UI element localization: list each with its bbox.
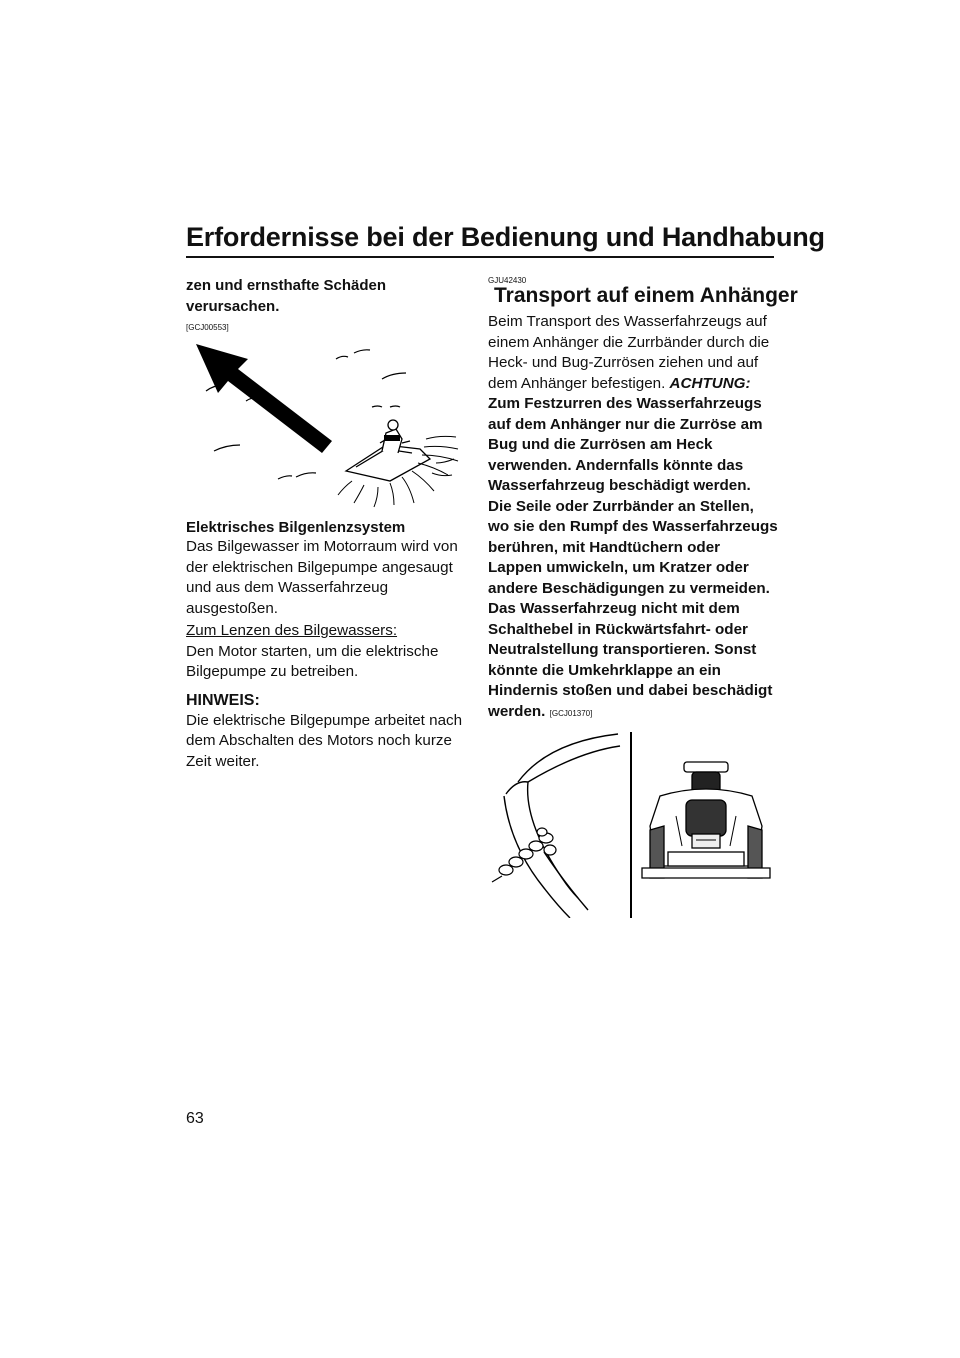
stern-view-illustration [636, 756, 776, 906]
transport-paragraph [488, 312, 778, 724]
transport-text: Beim Transport des Wasserfahrzeugs auf einem Anhänger die Zurrbänder durch die Heck- und Bug-Zurrösen ziehen und auf dem Anhänger befestigen. [488, 313, 770, 392]
bow-eye-rope-illustration [488, 732, 628, 918]
illustration-divider [630, 732, 632, 918]
section-heading-transport: Transport auf einem Anhänger [494, 284, 798, 307]
warning-code: [GCJ01370] [549, 708, 593, 718]
note-label: HINWEIS: [186, 691, 260, 709]
continuation-text: zen und ernsthafte Schäden verursachen. [186, 277, 387, 315]
page-title: Erfordernisse bei der Bedienung und Handhabung [186, 222, 825, 252]
title-divider [186, 256, 774, 258]
bilge-paragraph: Das Bilgewasser im Motorraum wird von der elektrischen Bilgepumpe angesaugt und aus dem Wasserfahrzeug ausgestoßen. [186, 538, 458, 617]
page-number: 63 [186, 1110, 204, 1127]
note-text: Die elektrische Bilgepumpe arbeitet nach dem Abschalten des Motors noch kurze Zeit weiter. [186, 711, 463, 770]
section-heading: Elektrisches Bilgenlenzsystem [186, 519, 406, 536]
watercraft-wake-arrow-illustration [186, 339, 468, 509]
sub-heading: Zum Lenzen des Bilgewassers: [186, 622, 398, 639]
right-column [488, 276, 798, 918]
reference-code: [GCJ00553] [186, 323, 229, 332]
left-column [186, 276, 468, 772]
illustration-row [488, 732, 778, 918]
warning-text: Zum Festzurren des Wasserfahrzeugs auf dem Anhänger nur die Zurröse am Bug und die Zurrösen am Heck verwenden. Andernfalls könnte das Wasserfahrzeug beschädigt werden. Die Seile oder Zurrbänder an Stellen, wo sie den Rumpf des Wasserfahrzeugs berühren, mit Handtüchern oder Lappen umwickeln, um Kratzer oder andere Beschädigungen zu vermeiden. Das Wasserfahrzeug nicht mit dem Schalthebel in Rückwärtsfahrt- oder Neutralstellung transportieren. Sonst könnte die Umkehrklappe an ein Hindernis stoßen und dabei beschädigt werden. [488, 395, 778, 720]
achtung-label: ACHTUNG: [669, 374, 751, 392]
section-code: GJU42430 [488, 276, 527, 285]
bilge-instruction: Den Motor starten, um die elektrische Bilgepumpe zu betreiben. [186, 642, 439, 680]
